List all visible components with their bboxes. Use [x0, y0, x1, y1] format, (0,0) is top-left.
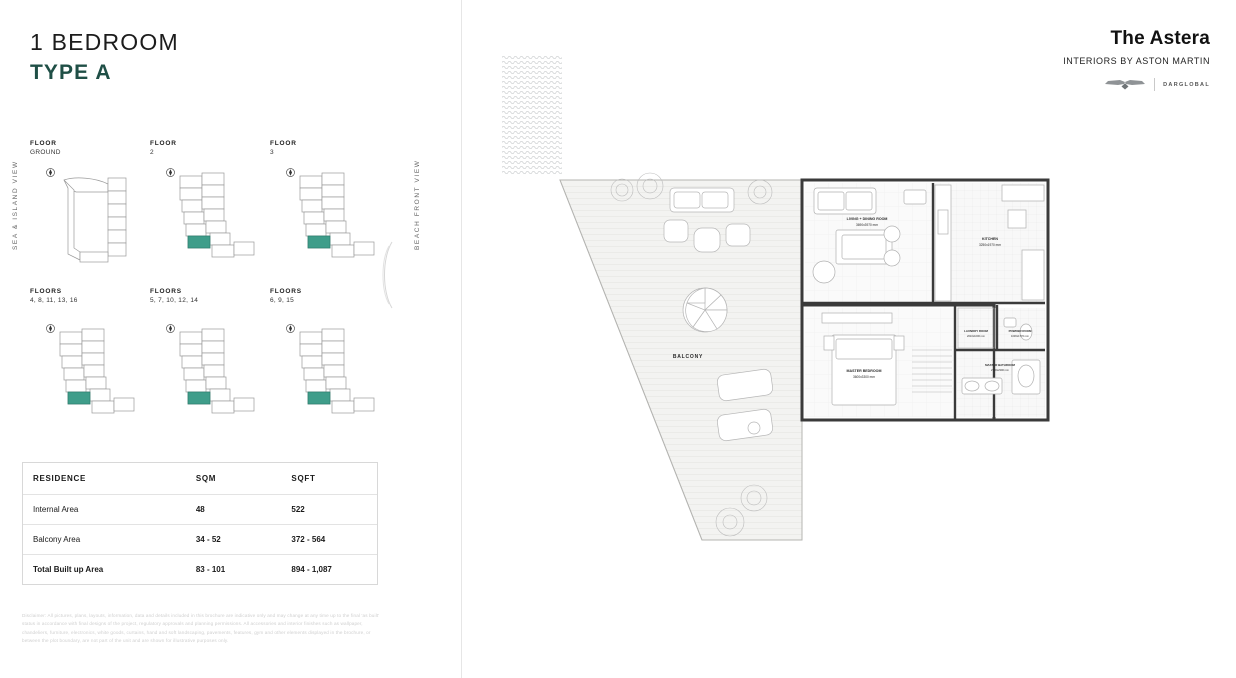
svg-text:2730x2390 mm: 2730x2390 mm: [991, 369, 1009, 372]
key-plan-value: 3: [270, 149, 274, 156]
key-plan-label: FLOORS: [270, 288, 302, 295]
table-header-row: [23, 463, 377, 495]
highlight-unit: [68, 392, 90, 404]
cell-sqft: 894 - 1,087: [281, 555, 377, 585]
key-plan-label: FLOORS: [150, 288, 182, 295]
logo-row: [1063, 78, 1210, 91]
cell-residence: Total Built up Area: [23, 555, 186, 585]
svg-text:KITCHEN: KITCHEN: [982, 237, 998, 241]
key-plan-value: GROUND: [30, 149, 61, 156]
highlight-unit: [188, 236, 210, 248]
unit-type-title: 1 BEDROOM: [30, 29, 179, 55]
svg-text:LAUNDRY ROOM: LAUNDRY ROOM: [964, 329, 988, 333]
key-plan-value: 5, 7, 10, 12, 14: [150, 297, 199, 304]
brand-block: [1063, 28, 1210, 91]
key-plan-value: 6, 9, 15: [270, 297, 295, 304]
key-plan-diagram: [286, 168, 390, 280]
beach-front-view-label: BEACH FRONT VIEW: [414, 159, 421, 250]
highlight-unit: [188, 392, 210, 404]
darglobal-logo: DARGLOBAL: [1163, 81, 1210, 88]
page-title: [30, 30, 179, 84]
svg-text:BALCONY: BALCONY: [672, 354, 704, 360]
key-plan-diagram: [286, 324, 390, 436]
logo-separator: [1154, 78, 1155, 91]
key-plan-diagram: [46, 168, 150, 280]
key-plan-floor-2: [150, 140, 270, 288]
floor-plan: [492, 150, 1232, 600]
area-table: [22, 462, 378, 585]
cell-sqm: 83 - 101: [186, 555, 282, 585]
cell-sqft: 522: [281, 495, 377, 525]
svg-text:3690x3970 mm: 3690x3970 mm: [856, 223, 878, 227]
svg-text:2010x1000 mm: 2010x1000 mm: [967, 335, 985, 338]
aston-martin-wings-icon: [1104, 79, 1146, 91]
column-header-residence: RESIDENCE: [23, 463, 186, 495]
table-row: [23, 525, 377, 555]
svg-text:LIVING + DINING ROOM: LIVING + DINING ROOM: [846, 217, 888, 221]
key-plan-label: FLOOR: [150, 140, 177, 147]
cell-residence: Internal Area: [23, 495, 186, 525]
column-header-sqft: SQFT: [281, 463, 377, 495]
project-name: The Astera: [1110, 28, 1210, 49]
key-plan-ground: [30, 140, 150, 288]
cell-sqm: 34 - 52: [186, 525, 282, 555]
svg-text:MASTER BATHROOM: MASTER BATHROOM: [985, 363, 1015, 367]
key-plan-value: 4, 8, 11, 13, 16: [30, 297, 78, 304]
key-plan-label: FLOOR: [30, 140, 57, 147]
left-panel: [0, 0, 462, 678]
svg-text:3250x1970 mm: 3250x1970 mm: [979, 243, 1001, 247]
key-plan-floor-3: [270, 140, 390, 288]
key-plan-label: FLOOR: [270, 140, 297, 147]
svg-text:MASTER BEDROOM: MASTER BEDROOM: [846, 369, 882, 373]
svg-text:3600x3300 mm: 3600x3300 mm: [853, 375, 875, 379]
key-plan-diagram: [46, 324, 150, 436]
cell-sqft: 372 - 564: [281, 525, 377, 555]
key-plan-diagram: [166, 168, 270, 280]
key-plan-diagram: [166, 324, 270, 436]
right-panel: [462, 0, 1236, 678]
key-plan-grid: [30, 140, 390, 436]
key-plan-floors-4-8-11-13-16: [30, 288, 150, 436]
cell-residence: Balcony Area: [23, 525, 186, 555]
highlight-unit: [308, 392, 330, 404]
svg-text:1036x1770 mm: 1036x1770 mm: [1011, 335, 1029, 338]
disclaimer-text: Disclaimer: All pictures, plans, layouts, information, data and details included in this brochure are indicative only and may change at any time up to the final 'as built' status in accordance with final designs of the project, regulatory approvals and planning permissions. All accessories and interior finishes such as wallpaper, chandeliers, furniture, electronics, white goods, curtains, hand and soft landscaping, pavements, features, gym and other elements displayed in the brochure, or between the plot boundary, are not part of the unit and are shown for illustrative purposes only.: [22, 613, 380, 644]
sea-island-view-label: SEA & ISLAND VIEW: [12, 160, 19, 250]
table-row: [23, 495, 377, 525]
key-plan-value: 2: [150, 149, 154, 156]
key-plan-floors-6-9-15: [270, 288, 390, 436]
svg-text:POWDER ROOM: POWDER ROOM: [1008, 329, 1032, 333]
project-tagline: INTERIORS BY ASTON MARTIN: [1063, 56, 1210, 66]
table-row-total: [23, 555, 377, 585]
unit-type-subtitle: TYPE A: [30, 61, 112, 85]
cell-sqm: 48: [186, 495, 282, 525]
highlight-unit: [308, 236, 330, 248]
column-header-sqm: SQM: [186, 463, 282, 495]
key-plan-label: FLOORS: [30, 288, 62, 295]
key-plan-floors-5-7-10-12-14: [150, 288, 270, 436]
